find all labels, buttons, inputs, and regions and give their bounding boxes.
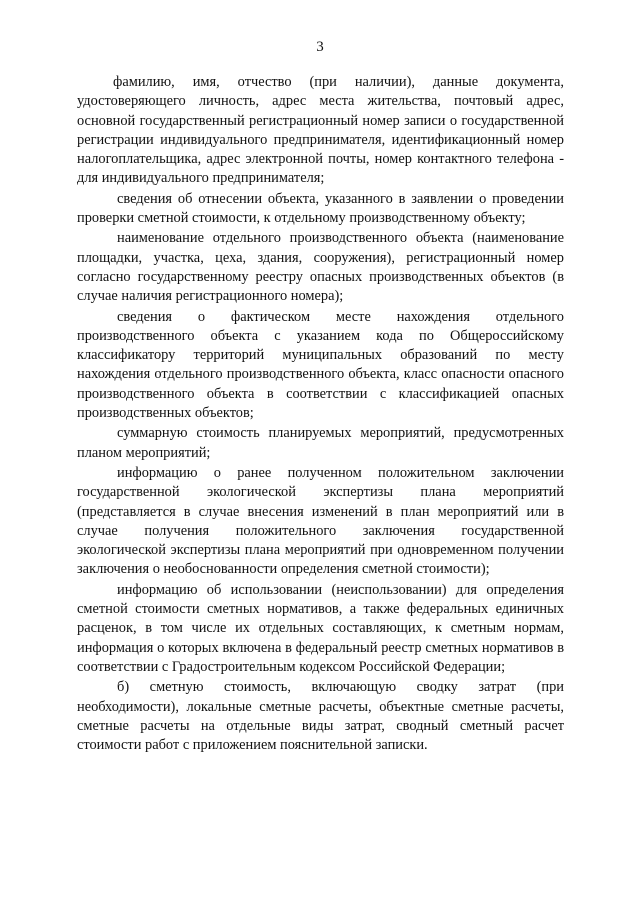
paragraph-object-name: наименование отдельного производственного объекта (наименование площадки, участка, цеха, здания, сооружения), регистрационный номер согласно государственному реестру опасных производственных объектов (в случае наличия регистрационного номера); — [77, 230, 564, 305]
paragraph-applicant-details: фамилию, имя, отчество (при наличии), данные документа, удостоверяющего личность, адрес места жительства, почтовый адрес, основной государственный регистрационный номер записи о государственной регистрации индивидуального предпринимателя, идентификационный номер налогоплательщика, адрес электронной почты, номер контактного телефона - для индивидуального предпринимателя; — [77, 74, 564, 187]
page-number: 3 — [316, 39, 324, 55]
document-body — [77, 73, 564, 755]
paragraph-object-classification: сведения об отнесении объекта, указанного в заявлении о проведении проверки сметной стоимости, к отдельному производственному объекту; — [77, 190, 564, 227]
paragraph-cost-estimate: б) сметную стоимость, включающую сводку затрат (при необходимости), локальные сметные расчеты, объектные сметные расчеты, сметные расчеты на отдельные виды затрат, сводный сметный расчет стоимости работ с приложением пояснительной записки. — [77, 679, 564, 754]
paragraph-estimate-standards: информацию об использовании (неиспользовании) для определения сметной стоимости сметных нормативов, а также федеральных единичных расценок, в том числе их отдельных составляющих, к сметным нормам, информация о которых включена в федеральный реестр сметных нормативов в соответствии с Градостроительным кодексом Российской Федерации; — [77, 581, 564, 675]
paragraph-expertise-conclusion: информацию о ранее полученном положительном заключении государственной экологической экспертизы плана мероприятий (представляется в случае внесения изменений в план мероприятий или в случае получения положительного заключения государственной экологической экспертизы плана мероприятий при одновременном получении заключения о необоснованности определения сметной стоимости); — [77, 464, 564, 578]
paragraph-object-location: сведения о фактическом месте нахождения отдельного производственного объекта с указанием кода по Общероссийскому классификатору территорий муниципальных образований по месту нахождения отдельного производственного объекта, класс опасности опасного производственного объекта в соответствии с классификацией опасных производственных объектов; — [77, 308, 564, 422]
paragraph-total-cost: суммарную стоимость планируемых мероприятий, предусмотренных планом мероприятий; — [77, 425, 564, 461]
